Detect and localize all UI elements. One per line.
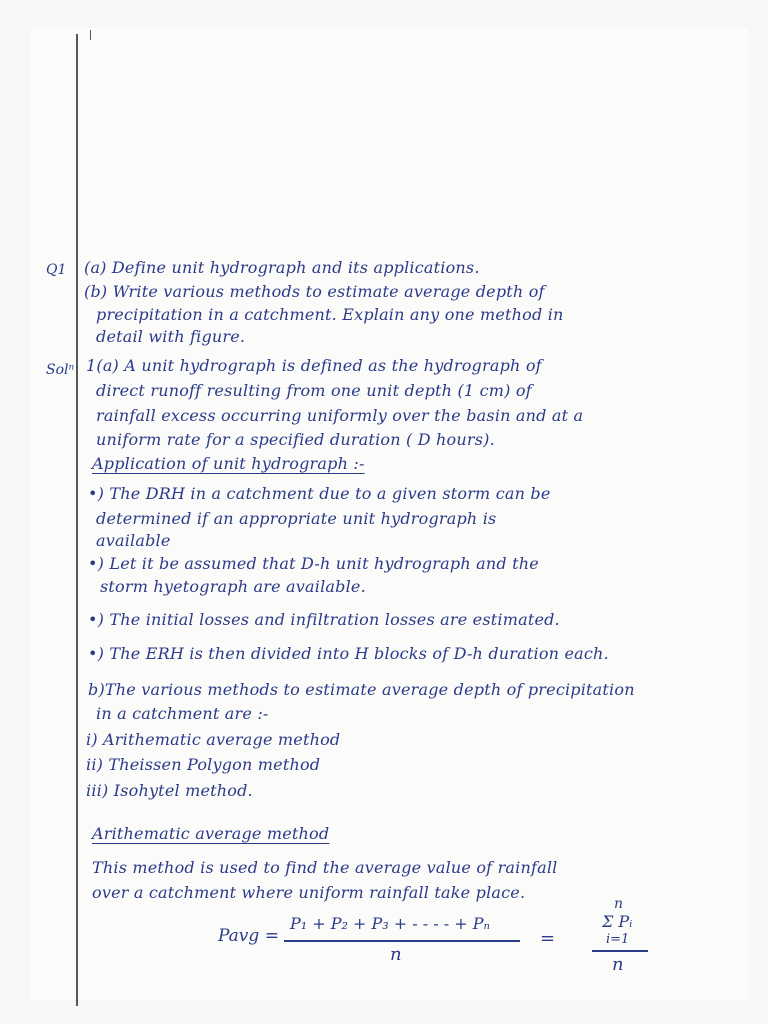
question-line: detail with figure. bbox=[96, 327, 246, 346]
formula-denominator: n bbox=[390, 944, 402, 965]
solution-label: Solⁿ bbox=[46, 362, 75, 378]
fraction-bar bbox=[592, 950, 648, 952]
arithmetic-heading: Arithematic average method bbox=[92, 824, 330, 843]
method-item: i) Arithematic average method bbox=[86, 730, 341, 749]
application-line: •) Let it be assumed that D-h unit hydrograph and the bbox=[88, 554, 539, 573]
question-line: (a) Define unit hydrograph and its applications. bbox=[84, 258, 480, 277]
formula-numerator: P₁ + P₂ + P₃ + - - - - + Pₙ bbox=[290, 914, 490, 933]
sum-denominator: n bbox=[612, 954, 624, 975]
fraction-bar bbox=[284, 940, 520, 942]
method-item: iii) Isohytel method. bbox=[86, 781, 253, 800]
method-item: ii) Theissen Polygon method bbox=[86, 755, 321, 774]
solution-line: 1(a) A unit hydrograph is defined as the hydrograph of bbox=[86, 356, 542, 375]
part-b-line: b)The various methods to estimate average depth of precipitation bbox=[88, 680, 635, 699]
sum-lower-limit: i=1 bbox=[606, 932, 630, 947]
arithmetic-text: over a catchment where uniform rainfall take place. bbox=[92, 883, 526, 902]
page-tick-mark bbox=[90, 30, 91, 40]
application-line: •) The initial losses and infiltration losses are estimated. bbox=[88, 610, 560, 629]
question-line: (b) Write various methods to estimate average depth of bbox=[84, 282, 545, 301]
arithmetic-text: This method is used to find the average value of rainfall bbox=[92, 858, 558, 877]
applications-heading: Application of unit hydrograph :- bbox=[92, 454, 365, 473]
application-line: determined if an appropriate unit hydrograph is bbox=[96, 509, 497, 528]
application-line: •) The ERH is then divided into H blocks of D-h duration each. bbox=[88, 644, 609, 663]
solution-line: rainfall excess occurring uniformly over the basin and at a bbox=[96, 406, 584, 425]
question-line: precipitation in a catchment. Explain any one method in bbox=[96, 305, 564, 324]
solution-line: direct runoff resulting from one unit depth (1 cm) of bbox=[96, 381, 532, 400]
application-line: available bbox=[96, 531, 171, 550]
sum-expression: Σ Pᵢ bbox=[602, 912, 633, 931]
application-line: •) The DRH in a catchment due to a given storm can be bbox=[88, 484, 551, 503]
formula-lhs: Pavg = bbox=[218, 926, 279, 946]
part-b-line: in a catchment are :- bbox=[96, 704, 269, 723]
sum-upper-limit: n bbox=[614, 896, 624, 912]
application-line: storm hyetograph are available. bbox=[100, 577, 366, 596]
average-formula bbox=[210, 896, 670, 982]
formula-equals: = bbox=[540, 928, 556, 949]
question-number: Q1 bbox=[46, 262, 67, 278]
margin-line bbox=[76, 34, 78, 1006]
solution-line: uniform rate for a specified duration ( D hours). bbox=[96, 430, 495, 449]
